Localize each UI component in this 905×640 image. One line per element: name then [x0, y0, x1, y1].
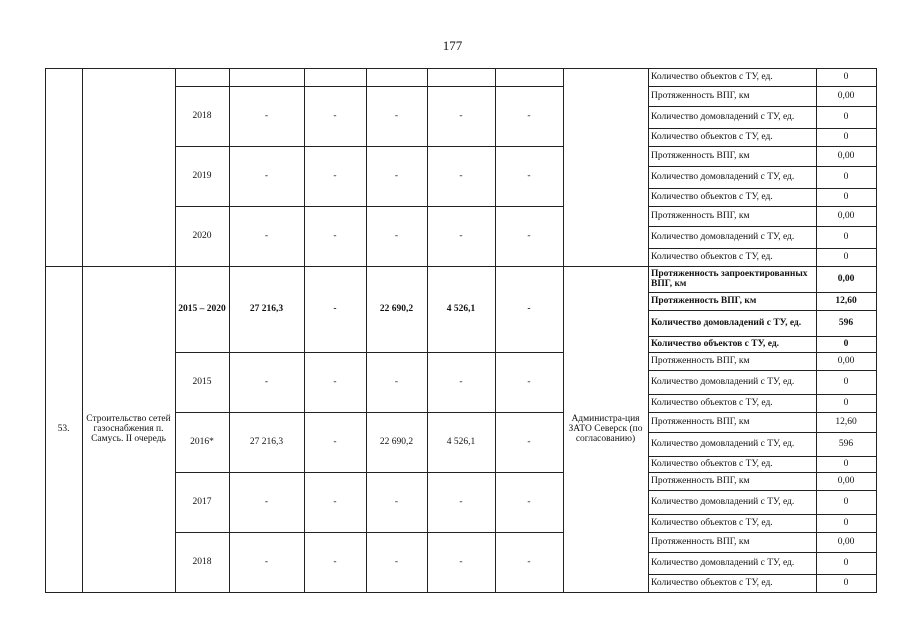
- indicator-label: Количество домовладений с ТУ, ед.: [651, 232, 795, 242]
- value-cell: -: [459, 231, 463, 241]
- indicator-value: 596: [838, 318, 854, 328]
- indicator-value: 0: [843, 398, 849, 408]
- value-cell: -: [333, 437, 337, 447]
- indicator-value: 0: [843, 459, 849, 469]
- indicator-value: 0: [843, 72, 849, 82]
- indicator-label: Количество объектов с ТУ, ед.: [651, 459, 773, 469]
- indicator-value: 0,00: [837, 476, 855, 486]
- indicator-label: Количество домовладений с ТУ, ед.: [651, 439, 795, 449]
- value-cell: 4 526,1: [446, 437, 476, 447]
- year-cell: 2018: [192, 111, 212, 121]
- value-cell: -: [394, 557, 399, 567]
- indicator-label: Количество объектов с ТУ, ед.: [651, 578, 773, 588]
- value-cell: -: [333, 377, 337, 387]
- value-cell: 22 690,2: [379, 304, 414, 314]
- indicator-value: 0: [843, 578, 849, 588]
- value-cell: -: [394, 171, 399, 181]
- indicator-value: 0,00: [837, 537, 855, 547]
- column-border: [82, 68, 83, 593]
- value-cell: -: [527, 111, 531, 121]
- value-cell: -: [333, 304, 337, 314]
- indicator-label: Протяженность ВПГ, км: [651, 296, 757, 306]
- value-cell: -: [527, 497, 531, 507]
- row-number: 53.: [57, 424, 70, 434]
- indicator-label: Количество домовладений с ТУ, ед.: [651, 112, 795, 122]
- indicator-label: Количество домовладений с ТУ, ед.: [651, 172, 795, 182]
- indicator-value: 12,60: [835, 296, 857, 306]
- page-number: 177: [442, 38, 463, 53]
- value-cell: -: [527, 231, 531, 241]
- indicator-value: 0: [843, 172, 849, 182]
- indicator-value: 0: [843, 339, 849, 349]
- indicator-label: Количество объектов с ТУ, ед.: [651, 252, 773, 262]
- indicator-label: Протяженность ВПГ, км: [651, 476, 750, 486]
- indicator-label: Протяженность запроектированных ВПГ, км: [651, 269, 808, 289]
- indicator-label: Количество домовладений с ТУ, ед.: [651, 318, 802, 328]
- indicator-label: Количество домовладений с ТУ, ед.: [651, 558, 795, 568]
- year-cell: 2020: [192, 231, 212, 241]
- indicator-label: Количество объектов с ТУ, ед.: [651, 132, 773, 142]
- value-cell: -: [459, 557, 463, 567]
- value-cell: -: [527, 304, 531, 314]
- indicator-value: 0,00: [837, 274, 855, 284]
- project-name: Строительство сетей газоснабжения п. Самусь. II очередь: [86, 414, 171, 444]
- year-cell: 2017: [192, 497, 212, 507]
- value-cell: -: [527, 377, 531, 387]
- value-cell: -: [264, 377, 269, 387]
- indicator-label: Количество объектов с ТУ, ед.: [651, 72, 773, 82]
- indicator-value: 0: [843, 558, 849, 568]
- indicator-value: 0,00: [837, 151, 855, 161]
- indicator-value: 0: [843, 252, 849, 262]
- value-cell: 4 526,1: [446, 304, 476, 314]
- indicator-value: 596: [838, 439, 854, 449]
- indicator-label: Протяженность ВПГ, км: [651, 91, 750, 101]
- indicator-label: Количество объектов с ТУ, ед.: [651, 192, 773, 202]
- indicator-value: 0,00: [837, 211, 855, 221]
- value-cell: -: [333, 557, 337, 567]
- indicator-label: Количество объектов с ТУ, ед.: [651, 398, 773, 408]
- indicator-value: 0: [843, 497, 849, 507]
- value-cell: 22 690,2: [379, 437, 414, 447]
- year-cell: 2016*: [190, 437, 214, 447]
- value-cell: -: [459, 171, 463, 181]
- year-cell: 2015 – 2020: [178, 304, 226, 314]
- value-cell: -: [527, 171, 531, 181]
- indicator-label: Количество объектов с ТУ, ед.: [651, 339, 780, 349]
- indicator-value: 0: [843, 377, 849, 387]
- indicator-value: 0: [843, 112, 849, 122]
- indicator-label: Количество домовладений с ТУ, ед.: [651, 377, 795, 387]
- value-cell: -: [264, 557, 269, 567]
- value-cell: -: [264, 111, 269, 121]
- value-cell: -: [264, 171, 269, 181]
- value-cell: -: [459, 111, 463, 121]
- table-bottom-border: [45, 592, 877, 593]
- value-cell: 27 216,3: [249, 304, 284, 314]
- indicator-label: Протяженность ВПГ, км: [651, 211, 750, 221]
- indicator-value: 0,00: [837, 356, 855, 366]
- indicator-value: 0: [843, 518, 849, 528]
- indicator-label: Протяженность ВПГ, км: [651, 417, 750, 427]
- value-cell: -: [394, 111, 399, 121]
- value-cell: -: [394, 231, 399, 241]
- value-cell: -: [333, 497, 337, 507]
- value-cell: -: [333, 111, 337, 121]
- indicator-value: 0: [843, 192, 849, 202]
- value-cell: -: [333, 171, 337, 181]
- value-cell: -: [394, 497, 399, 507]
- indicator-label: Протяженность ВПГ, км: [651, 151, 750, 161]
- value-cell: -: [264, 497, 269, 507]
- value-cell: -: [394, 377, 399, 387]
- indicator-label: Протяженность ВПГ, км: [651, 537, 750, 547]
- value-cell: -: [527, 437, 531, 447]
- indicator-value: 0,00: [837, 91, 855, 101]
- value-cell: -: [527, 557, 531, 567]
- year-cell: 2015: [192, 377, 212, 387]
- value-cell: -: [459, 377, 463, 387]
- indicator-label: Количество домовладений с ТУ, ед.: [651, 497, 795, 507]
- indicator-value: 0: [843, 232, 849, 242]
- indicator-value: 12,60: [835, 417, 857, 427]
- executor: Администра-ция ЗАТО Северск (по согласованию): [568, 414, 643, 444]
- value-cell: -: [333, 231, 337, 241]
- year-cell: 2018: [192, 557, 212, 567]
- indicator-value: 0: [843, 132, 849, 142]
- value-cell: -: [264, 231, 269, 241]
- year-cell: 2019: [192, 171, 212, 181]
- indicator-label: Количество объектов с ТУ, ед.: [651, 518, 773, 528]
- indicator-label: Протяженность ВПГ, км: [651, 356, 750, 366]
- value-cell: -: [459, 497, 463, 507]
- value-cell: 27 216,3: [249, 437, 284, 447]
